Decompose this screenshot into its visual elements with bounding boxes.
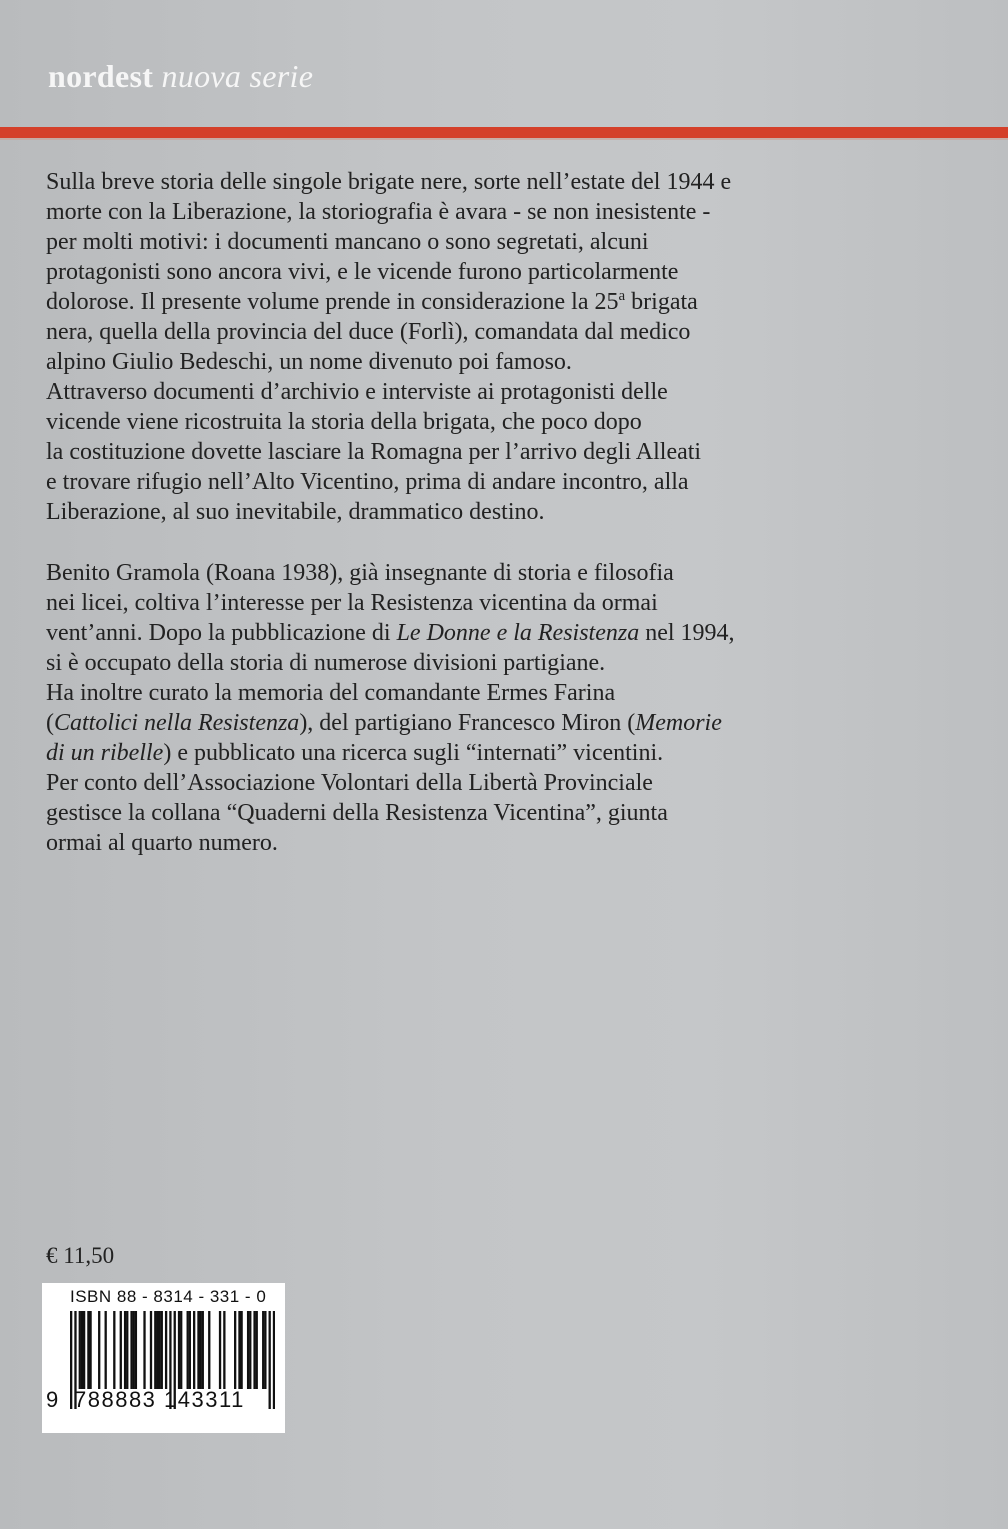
barcode-bar bbox=[156, 1311, 158, 1389]
barcode-bar bbox=[154, 1311, 156, 1389]
barcode-bar bbox=[253, 1311, 255, 1389]
barcode-bar bbox=[189, 1311, 191, 1389]
barcode-bar bbox=[187, 1311, 189, 1389]
synopsis-line: la costituzione dovette lasciare la Romagna per l’arrivo degli Alleati bbox=[46, 439, 702, 465]
synopsis-line: alpino Giulio Bedeschi, un nome divenuto poi famoso. bbox=[46, 349, 572, 375]
barcode-bar bbox=[238, 1311, 240, 1389]
synopsis-text: dolorose. Il presente volume prende in considerazione la 25 bbox=[46, 289, 619, 315]
barcode-bar bbox=[161, 1311, 163, 1389]
barcode-bar bbox=[83, 1311, 85, 1389]
barcode-bar bbox=[247, 1311, 249, 1389]
bio-line bbox=[46, 618, 846, 648]
synopsis-line: vicende viene ricostruita la storia della brigata, che poco dopo bbox=[46, 409, 642, 435]
barcode-bar bbox=[264, 1311, 266, 1389]
barcode-bar bbox=[262, 1311, 264, 1389]
barcode-bar bbox=[124, 1311, 126, 1389]
barcode-bar bbox=[249, 1311, 251, 1389]
barcode-bar bbox=[193, 1311, 195, 1389]
bio-line: Ha inoltre curato la memoria del comandante Ermes Farina bbox=[46, 680, 616, 706]
barcode-bar bbox=[130, 1311, 132, 1389]
book-title-italic: Memorie bbox=[635, 710, 722, 736]
barcode-bar bbox=[126, 1311, 128, 1389]
book-title-italic: Le Donne e la Resistenza bbox=[396, 620, 640, 646]
synopsis-line: Attraverso documenti d’archivio e interviste ai protagonisti delle bbox=[46, 379, 668, 405]
series-title bbox=[48, 58, 313, 95]
bio-text: vent’anni. Dopo la pubblicazione di bbox=[46, 620, 397, 646]
synopsis-line: protagonisti sono ancora vivi, e le vicende furono particolarmente bbox=[46, 259, 679, 285]
barcode-bar bbox=[223, 1311, 225, 1389]
ean-digits: 788883 143311 bbox=[74, 1387, 245, 1412]
barcode-bar bbox=[135, 1311, 137, 1389]
synopsis-line: Sulla breve storia delle singole brigate nere, sorte nell’estate del 1944 e bbox=[46, 169, 732, 195]
barcode-bar bbox=[180, 1311, 182, 1389]
bio-line: si è occupato della storia di numerose divisioni partigiane. bbox=[46, 650, 606, 676]
bio-text: nel 1994, bbox=[639, 620, 735, 646]
barcode-bar bbox=[87, 1311, 89, 1389]
book-title-italic: di un ribelle bbox=[46, 740, 164, 766]
barcode-bar bbox=[256, 1311, 258, 1389]
bio-text: ), del partigiano Francesco Miron ( bbox=[299, 710, 636, 736]
barcode-bar bbox=[105, 1311, 107, 1389]
synopsis-paragraph bbox=[46, 167, 846, 527]
barcode-bar bbox=[143, 1311, 145, 1389]
book-title-italic: Cattolici nella Resistenza bbox=[54, 710, 300, 736]
barcode-bar bbox=[208, 1311, 210, 1389]
barcode-bar bbox=[113, 1311, 115, 1389]
barcode-bar bbox=[165, 1311, 167, 1389]
ean-first-digit: 9 bbox=[46, 1387, 59, 1412]
synopsis-line: per molti motivi: i documenti mancano o sono segretati, alcuni bbox=[46, 229, 649, 255]
synopsis-line: e trovare rifugio nell’Alto Vicentino, prima di andare incontro, alla bbox=[46, 469, 689, 495]
barcode-bar bbox=[81, 1311, 83, 1389]
bio-line bbox=[46, 708, 846, 738]
barcode-bar bbox=[178, 1311, 180, 1389]
red-divider-shadow bbox=[0, 138, 1008, 140]
bio-line: Per conto dell’Associazione Volontari della Libertà Provinciale bbox=[46, 770, 653, 796]
barcode-bar bbox=[219, 1311, 221, 1389]
series-name: nordest bbox=[48, 58, 154, 94]
bio-line: ormai al quarto numero. bbox=[46, 830, 278, 856]
synopsis-line bbox=[46, 287, 846, 317]
bio-line: nei licei, coltiva l’interesse per la Resistenza vicentina da ormai bbox=[46, 590, 658, 616]
barcode-bar bbox=[199, 1311, 201, 1389]
ordinal-superscript: a bbox=[618, 288, 626, 304]
bio-line: gestisce la collana “Quaderni della Resistenza Vicentina”, giunta bbox=[46, 800, 668, 826]
barcode-bar bbox=[89, 1311, 91, 1389]
barcode-bar bbox=[150, 1311, 152, 1389]
red-divider-rule bbox=[0, 127, 1008, 138]
bio-line bbox=[46, 738, 846, 768]
bio-text: ( bbox=[46, 710, 54, 736]
barcode-bar bbox=[234, 1311, 236, 1389]
synopsis-line: nera, quella della provincia del duce (Forlì), comandata dal medico bbox=[46, 319, 691, 345]
isbn-number: ISBN 88 - 8314 - 331 - 0 bbox=[70, 1287, 267, 1306]
synopsis-text: brigata bbox=[625, 289, 698, 315]
barcode-bar bbox=[79, 1311, 81, 1389]
series-subtitle: nuova serie bbox=[161, 58, 314, 94]
synopsis-line: morte con la Liberazione, la storiografia è avara - se non inesistente - bbox=[46, 199, 711, 225]
barcode-bar bbox=[120, 1311, 122, 1389]
barcode-guard-bar bbox=[70, 1311, 72, 1409]
isbn-barcode bbox=[42, 1283, 285, 1433]
synopsis-line: Liberazione, al suo inevitabile, drammatico destino. bbox=[46, 499, 545, 525]
barcode-bar bbox=[158, 1311, 160, 1389]
barcode-bar bbox=[133, 1311, 135, 1389]
barcode-bar bbox=[240, 1311, 242, 1389]
author-bio-paragraph bbox=[46, 558, 846, 858]
barcode-bar bbox=[98, 1311, 100, 1389]
price-label: € 11,50 bbox=[46, 1243, 115, 1268]
bio-text: ) e pubblicato una ricerca sugli “internati” vicentini. bbox=[163, 740, 664, 766]
barcode-bar bbox=[202, 1311, 204, 1389]
bio-line: Benito Gramola (Roana 1938), già insegnante di storia e filosofia bbox=[46, 560, 674, 586]
barcode-bar bbox=[197, 1311, 199, 1389]
